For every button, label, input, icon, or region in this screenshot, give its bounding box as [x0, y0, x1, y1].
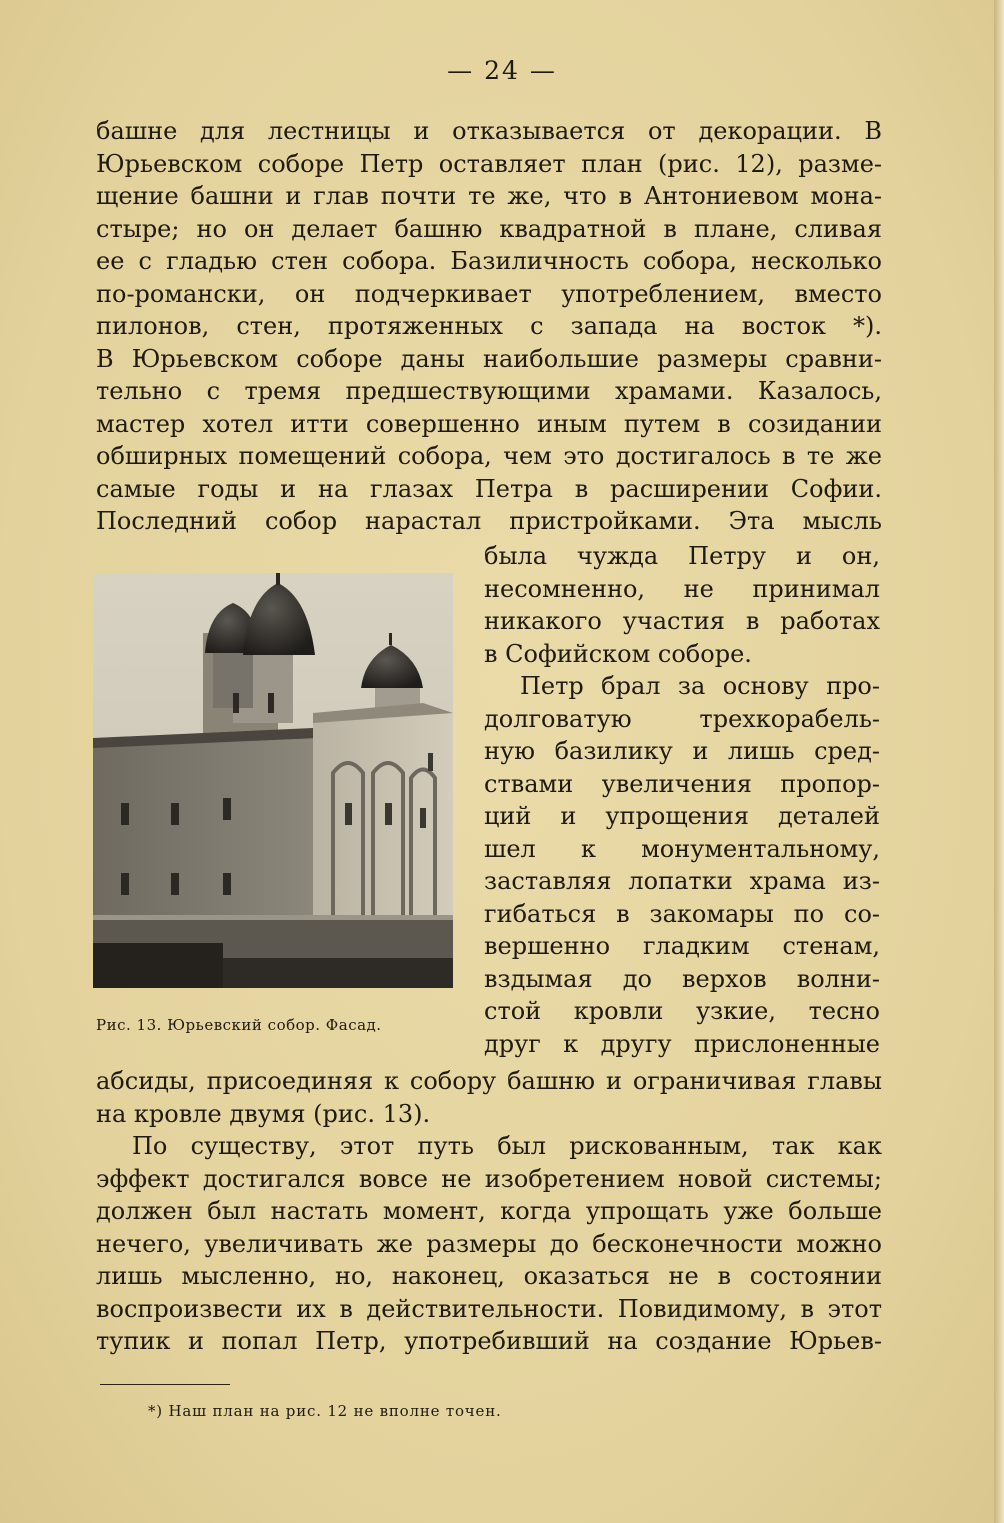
text-line: никакого участия в работах: [484, 607, 880, 635]
text-line: друг к другу прислоненные: [484, 1029, 880, 1058]
text-line: несомненно, не принимал: [484, 574, 880, 603]
text-line: эффект достигался вовсе не изобретением новой системы;: [96, 1164, 882, 1193]
text-line: обширных помещений собора, чем это достигалось в те же: [96, 442, 882, 470]
paragraph-right-column: [484, 540, 880, 1060]
cathedral-photo: [93, 573, 453, 988]
text-line: щение башни и глав почти те же, что в Антониевом мона-: [96, 182, 882, 210]
cathedral-illustration: [93, 573, 453, 988]
text-line: должен был настать момент, когда упрощать уже больше: [96, 1197, 882, 1225]
text-line: вершенно гладким стенам,: [484, 932, 880, 960]
text-line: Петр брал за основу про-: [520, 672, 880, 700]
footnote: *) Наш план на рис. 12 не вполне точен.: [148, 1402, 502, 1420]
text-line: самые годы и на глазах Петра в расширении Софии.: [96, 474, 882, 503]
text-line: нечего, увеличивать же размеры до бесконечности можно: [96, 1229, 882, 1258]
text-line: В Юрьевском соборе даны наибольшие размеры сравни-: [96, 344, 882, 373]
text-line: воспроизвести их в действительности. Повидимому, в этот: [96, 1294, 882, 1323]
paragraph-bottom: [96, 1065, 882, 1358]
text-line: пилонов, стен, протяженных с запада на восток *).: [96, 312, 882, 340]
text-line: стой кровли узкие, тесно: [484, 997, 880, 1025]
text-line: Последний собор нарастал пристройками. Эта мысль: [96, 507, 882, 535]
text-line: По существу, этот путь был рискованным, так как: [132, 1132, 882, 1160]
text-line: стыре; но он делает башню квадратной в плане, сливая: [96, 214, 882, 243]
text-line: тупик и попал Петр, употребивший на создание Юрьев-: [96, 1327, 882, 1355]
page-number: — 24 —: [447, 56, 557, 85]
text-line: ную базилику и лишь сред-: [484, 737, 880, 765]
text-line: по-романски, он подчеркивает употреблением, вместо: [96, 279, 882, 308]
text-line: Юрьевском соборе Петр оставляет план (рис. 12), разме-: [96, 149, 882, 178]
text-line: мастер хотел итти совершенно иным путем в созидании: [96, 409, 882, 438]
text-line: шел к монументальному,: [484, 834, 880, 863]
text-line: ее с гладью стен собора. Базиличность собора, несколько: [96, 247, 882, 275]
text-line: тельно с тремя предшествующими храмами. Казалось,: [96, 377, 882, 405]
text-line: лишь мысленно, но, наконец, оказаться не в состоянии: [96, 1262, 882, 1290]
figure-caption: Рис. 13. Юрьевский собор. Фасад.: [96, 1016, 382, 1034]
text-line: гибаться в закомары по со-: [484, 899, 880, 928]
text-line: на кровле двумя (рис. 13).: [96, 1099, 431, 1128]
text-line: была чужда Петру и он,: [484, 542, 880, 570]
text-line: долговатую трехкорабель-: [484, 704, 880, 733]
text-line: заставляя лопатки храма из-: [484, 867, 880, 895]
text-line: абсиды, присоединяя к собору башню и ограничивая главы: [96, 1067, 882, 1095]
page-edge: [994, 0, 1004, 1523]
paragraph-top: [96, 115, 882, 538]
footnote-divider: [100, 1384, 230, 1385]
text-line: вздымая до верхов волни-: [484, 964, 880, 993]
text-line: ций и упрощения деталей: [484, 802, 880, 830]
text-line: в Софийском соборе.: [484, 639, 752, 668]
text-line: ствами увеличения пропор-: [484, 769, 880, 798]
text-line: башне для лестницы и отказывается от декорации. В: [96, 117, 882, 145]
